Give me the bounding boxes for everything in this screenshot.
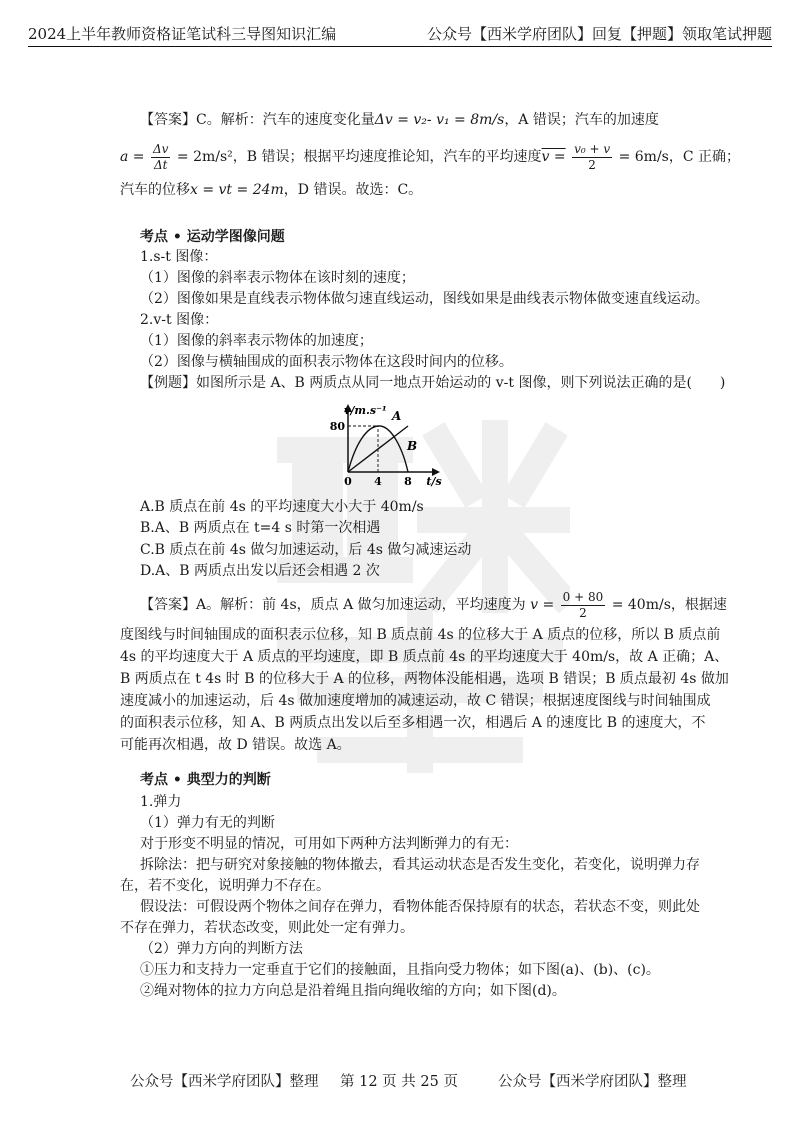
header-left-title: 2024上半年教师资格证笔试科三导图知识汇编 xyxy=(28,25,337,43)
vt-chart xyxy=(320,398,450,490)
answer1-delta-v-formula: Δv = v₂- v₁ = 8m/s xyxy=(374,112,505,128)
option-c: C.B 质点在前 4s 做匀加速运动，后 4s 做匀减速运动 xyxy=(140,542,472,558)
kinematics-item: （2）图像如果是直线表示物体做匀速直线运动，图线如果是曲线表示物体做变速直线运动。 xyxy=(140,291,709,307)
displacement-formula: x = vt = 24m xyxy=(190,182,284,198)
answer2-fraction xyxy=(561,590,606,621)
footer-right: 公众号【西米学府团队】整理 xyxy=(498,1074,687,1090)
option-a: A.B 质点在前 4s 的平均速度大小大于 40m/s xyxy=(140,499,424,515)
footer-left: 公众号【西米学府团队】整理 xyxy=(130,1074,319,1090)
header-right-promo: 公众号【西米学府团队】回复【押题】领取笔试押题 xyxy=(426,25,772,43)
answer2-line: 4s 的平均速度大于 A 质点的平均速度，即 B 质点前 4s 的平均速度大于 40m/s，故 A 正确；A、 xyxy=(120,649,729,665)
avg-velocity-fraction xyxy=(572,142,612,173)
avg-velocity-denominator: 2 xyxy=(588,157,596,172)
kinematics-item: （2）图像与横轴围成的面积表示物体在这段时间内的位移。 xyxy=(140,354,513,370)
x-axis-label: t/s xyxy=(426,475,442,488)
answer2-numerator: 0 + 80 xyxy=(562,589,604,604)
section-kinematics-title: 考点 • 运动学图像问题 xyxy=(140,229,285,245)
force-line: （1）弹力有无的判断 xyxy=(140,815,275,831)
force-line: 不存在弹力，若状态改变，则此处一定有弹力。 xyxy=(120,920,414,936)
y-tick-label: 80 xyxy=(329,420,345,433)
answer1-line2-tail: ，C 正确； xyxy=(668,149,741,165)
accel-denominator: Δt xyxy=(153,157,168,172)
section-force-title: 考点 • 典型力的判断 xyxy=(140,772,271,788)
force-line: ①压力和支持力一定垂直于它们的接触面，且指向受力物体；如下图(a)、(b)、(c)。 xyxy=(140,962,660,978)
answer2-line: 的面积表示位移，知 A、B 两质点出发以后至多相遇一次，相遇后 A 的速度比 B 的速度大，不 xyxy=(120,715,706,731)
answer1-line2-mid: ，B 错误；根据平均速度推论知，汽车的平均速度 xyxy=(232,149,542,165)
force-line: ②绳对物体的拉力方向总是沿着绳且指向绳收缩的方向；如下图(d)。 xyxy=(140,983,566,999)
answer2-lead: 【答案】A。解析：前 4s，质点 A 做匀加速运动，平均速度为 xyxy=(140,597,526,613)
answer1-line3 xyxy=(120,180,422,200)
answer2-denominator: 2 xyxy=(579,605,587,620)
answer2-formula-lhs: v = xyxy=(530,597,555,613)
force-line: 1.弹力 xyxy=(140,794,182,810)
page-header xyxy=(28,22,772,44)
page-number: 第 12 页 共 25 页 xyxy=(340,1074,458,1090)
answer2-line: 可能再次相遇，故 D 错误。故选 A。 xyxy=(120,737,351,753)
kinematics-item: 2.v-t 图像： xyxy=(140,312,219,328)
answer2-formula-rhs: = 40m/s xyxy=(611,597,671,613)
accel-rhs: = 2m/s² xyxy=(176,149,233,165)
origin-label: 0 xyxy=(344,475,352,488)
series-b-label: B xyxy=(407,439,418,453)
kinematics-item: 1.s-t 图像： xyxy=(140,249,218,265)
option-d: D.A、B 两质点出发以后还会相遇 2 次 xyxy=(140,563,380,579)
force-line: 对于形变不明显的情况，可用如下两种方法判断弹力的有无： xyxy=(140,836,518,852)
accel-numerator: Δv xyxy=(152,141,169,156)
header-rule xyxy=(28,46,772,47)
force-line: 拆除法：把与研究对象接触的物体撤去，看其运动状态是否发生变化，若变化，说明弹力存 xyxy=(140,857,700,873)
answer1-line2 xyxy=(120,140,740,174)
option-b: B.A、B 两质点在 t=4 s 时第一次相遇 xyxy=(140,520,381,536)
x-tick-label: 4 xyxy=(374,475,382,488)
answer1-line3-tail: ，D 错误。故选：C。 xyxy=(283,182,423,198)
kinematics-item: （1）图像的斜率表示物体的加速度； xyxy=(140,333,373,349)
force-line: 假设法：可假设两个物体之间存在弹力，看物体能否保持原有的状态，若状态不变，则此处 xyxy=(140,899,700,915)
avg-velocity-rhs: = 6m/s xyxy=(618,149,669,165)
force-line: （2）弹力方向的判断方法 xyxy=(140,941,303,957)
force-line: 在，若不变化，说明弹力不存在。 xyxy=(120,878,330,894)
answer1-line3-lead: 汽车的位移 xyxy=(120,182,190,198)
answer2-line: 速度减小的加速运动，后 4s 做加速度增加的减速运动，故 C 错误；根据速度图线与时间轴围成 xyxy=(120,693,711,709)
kinematics-item: （1）图像的斜率表示物体在该时刻的速度； xyxy=(140,270,415,286)
answer2-line: B 两质点在 t 4s 时 B 的位移大于 A 的位移，两物体没能相遇，选项 B 错误；B 质点最初 4s 做加 xyxy=(120,671,729,687)
series-a-label: A xyxy=(392,409,402,423)
accel-lhs: a = xyxy=(120,149,145,165)
answer2-line: 度图线与时间轴围成的面积表示位移，知 B 质点前 4s 的位移大于 A 质点的位移，所以 B 质点前 xyxy=(120,627,721,643)
answer1-lead: 【答案】C。解析：汽车的速度变化量 xyxy=(140,112,375,128)
answer2-tail: ，根据速 xyxy=(670,597,727,613)
example-question: 【例题】如图所示是 A、B 两质点从同一地点开始运动的 v-t 图像，则下列说法正确的是( ) xyxy=(140,375,726,391)
answer1-line1 xyxy=(140,110,659,130)
avg-velocity-numerator: v₀ + v xyxy=(574,141,611,156)
x-tick-label: 8 xyxy=(404,475,412,488)
answer1-line1-tail: ，A 错误；汽车的加速度 xyxy=(504,112,659,128)
accel-fraction xyxy=(151,142,170,173)
y-axis-label: v/m.s⁻¹ xyxy=(344,404,387,417)
answer2-line1 xyxy=(140,588,727,622)
avg-velocity-lhs: v = xyxy=(541,149,566,165)
